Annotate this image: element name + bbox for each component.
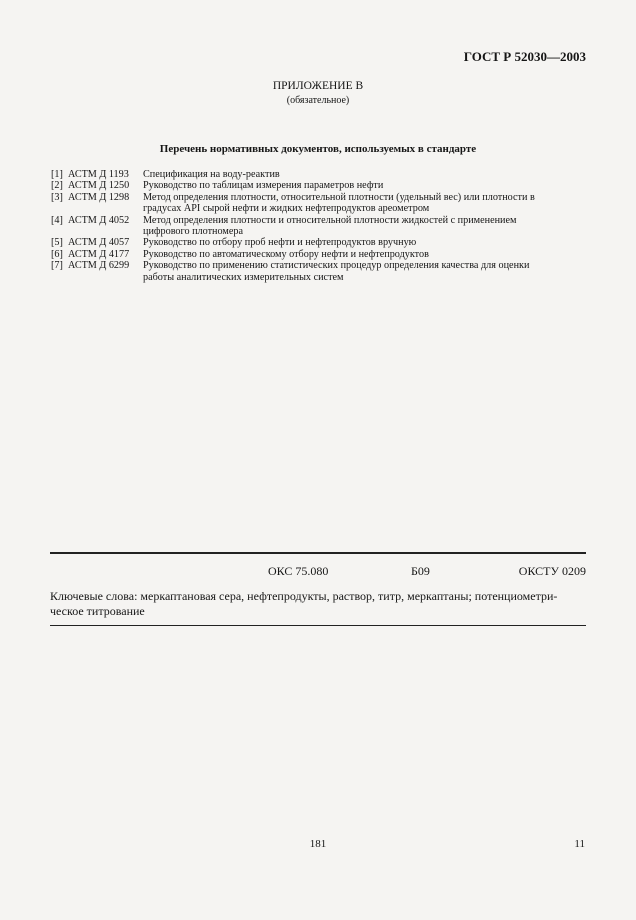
list-item <box>51 260 591 283</box>
item-text: Метод определения плотности и относительной плотности жидкостей с применением <box>143 214 517 226</box>
list-item <box>51 237 591 248</box>
divider-bottom <box>50 625 586 626</box>
item-text: Спецификация на воду-реактив <box>143 169 280 180</box>
oks-code: ОКС 75.080 <box>268 564 329 578</box>
list-item <box>51 180 591 191</box>
keywords <box>50 589 590 618</box>
item-number: [3] <box>51 191 63 203</box>
appendix-subtitle: (обязательное) <box>286 95 350 106</box>
item-code: АСТМ Д 4052 <box>68 214 130 226</box>
item-text-continuation: цифрового плотномера <box>143 226 243 238</box>
item-code: АСТМ Д 1193 <box>68 169 129 180</box>
list-item <box>51 215 591 238</box>
item-code: АСТМ Д 1250 <box>68 180 130 192</box>
list-item <box>51 169 591 180</box>
item-text: Руководство по применению статистических процедур определения качества для оценки <box>143 260 530 272</box>
item-text: Метод определения плотности, относительной плотности (удельный вес) или плотности в <box>143 191 535 203</box>
item-number: [4] <box>51 214 63 226</box>
item-number: [2] <box>51 180 63 192</box>
okstu-code: ОКСТУ 0209 <box>518 564 586 578</box>
references-list <box>51 169 591 283</box>
item-number: [5] <box>51 237 63 249</box>
item-number: [6] <box>51 248 63 260</box>
references-heading: Перечень нормативных документов, используемых в стандарте <box>159 143 477 155</box>
page-number-right: 11 <box>574 838 585 850</box>
item-number: [1] <box>51 169 63 180</box>
item-text: Руководство по отбору проб нефти и нефтепродуктов вручную <box>143 237 417 249</box>
page-number-center: 181 <box>309 838 327 850</box>
item-text-continuation: градусах API сырой нефти и жидких нефтепродуктов ареометром <box>143 203 430 215</box>
item-text: Руководство по автоматическому отбору нефти и нефтепродуктов <box>143 248 429 260</box>
divider-top <box>50 552 586 554</box>
group-code: Б09 <box>411 564 430 578</box>
item-code: АСТМ Д 4177 <box>68 248 130 260</box>
document-code: ГОСТ Р 52030—2003 <box>463 49 586 64</box>
keywords-line: ческое титрование <box>50 603 145 618</box>
item-code: АСТМ Д 4057 <box>68 237 130 249</box>
keywords-line: Ключевые слова: меркаптановая сера, нефтепродукты, раствор, титр, меркаптаны; потенциометри- <box>50 589 558 603</box>
item-text-continuation: работы аналитических измерительных систем <box>143 271 344 283</box>
item-number: [7] <box>51 260 63 272</box>
list-item <box>51 192 591 215</box>
list-item <box>51 249 591 260</box>
appendix-title: ПРИЛОЖЕНИЕ В <box>272 80 364 92</box>
item-code: АСТМ Д 6299 <box>68 260 130 272</box>
item-text: Руководство по таблицам измерения параметров нефти <box>143 180 384 192</box>
item-code: АСТМ Д 1298 <box>68 191 130 203</box>
